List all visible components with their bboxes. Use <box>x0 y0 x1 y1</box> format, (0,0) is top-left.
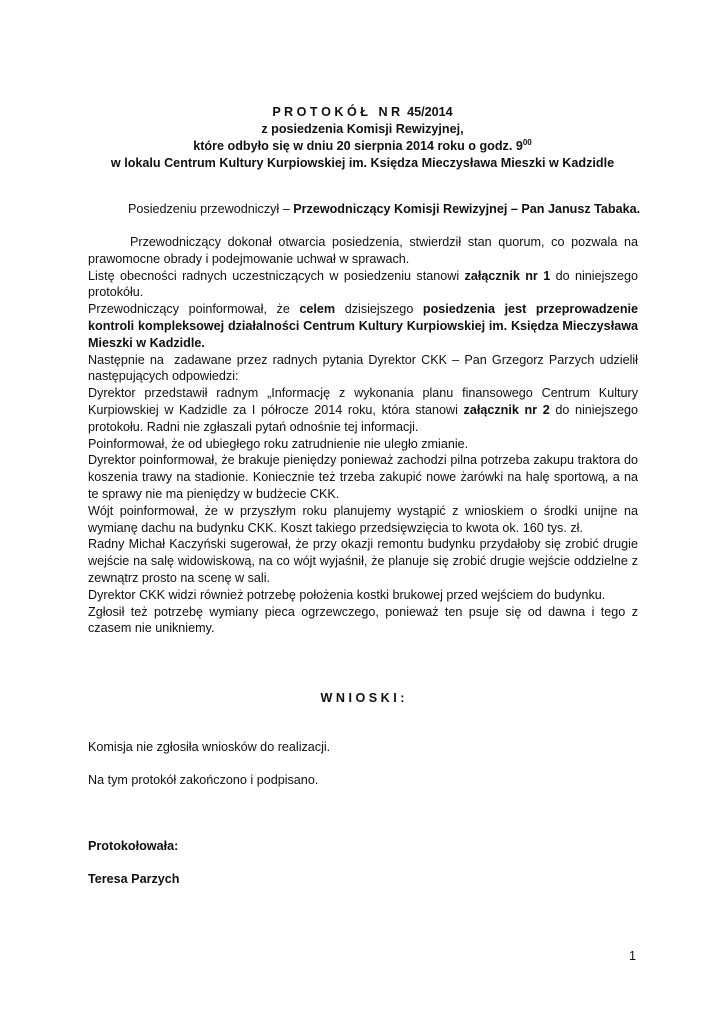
paragraph-entrance: Radny Michał Kaczyński sugerował, że przy okazji remontu budynku przydałoby się zrobić drugie wejście na salę widowiskową, na co wójt wyjaśnił, że planuje się zrobić drugie wejście oddzielne z zewnątrz prosto na scenę w sali. <box>88 537 642 585</box>
paragraph-questions: Następnie na zadawane przez radnych pytania Dyrektor CKK – Pan Grzegorz Parzych udzielił następujących odpowiedzi: <box>88 352 642 384</box>
paragraph-funding: Dyrektor poinformował, że brakuje pieniędzy ponieważ zachodzi pilna potrzeba zakupu traktora do koszenia trawy na stadionie. Koniecznie też trzeba zakupić nowe żarówki na halę sportową, a na te sprawy nie ma pieniędzy w budżecie CKK. <box>88 453 642 501</box>
document-header <box>60 104 665 172</box>
protocol-body <box>88 234 642 637</box>
chairman-name: Przewodniczący Komisji Rewizyjnej – Pan Janusz Tabaka. <box>293 202 641 216</box>
time-superscript: 00 <box>522 137 532 147</box>
header-line-location: w lokalu Centrum Kultury Kurpiowskiej im. Księdza Mieczysława Mieszki w Kadzidle <box>110 156 615 170</box>
recorder-label: Protokołowała: <box>88 839 179 853</box>
paragraph-financial-info: Dyrektor przedstawił radnym „Informację z wykonania planu finansowego Centrum Kultury Kurpiowskiej w Kadzidle za I półrocze 2014 roku, która stanowi załącznik nr 2 do niniejszego protokołu. Radni nie zgłaszali pytań odnośnie tej informacji. <box>88 386 642 434</box>
protocol-title: P R O T O K Ó Ł N R 45/2014 <box>272 105 453 119</box>
paragraph-opening: Przewodniczący dokonał otwarcia posiedzenia, stwierdził stan quorum, co pozwala na prawomocne obrady i podejmowanie uchwał w sprawach. <box>88 235 642 266</box>
paragraph-employment: Poinformował, że od ubiegłego roku zatrudnienie nie uległo zmianie. <box>88 436 469 451</box>
header-line-committee: z posiedzenia Komisji Rewizyjnej, <box>261 122 464 136</box>
paragraph-roof: Wójt poinformował, że w przyszłym roku planujemy wystąpić z wnioskiem o środki unijne na wymianę dachu na budynku CKK. Koszt takiego przedsięwzięcia to kwota ok. 160 tys. zł. <box>88 503 642 535</box>
header-line-date: które odbyło się w dniu 20 sierpnia 2014 roku o godz. $9^{00}$ <box>193 137 532 153</box>
paragraph-heating: Zgłosił też potrzebę wymiany pieca ogrzewczego, ponieważ ten psuje się od dawna i tego z czasem nie unikniemy. <box>88 604 642 636</box>
page-number: 1 <box>629 949 637 963</box>
recorder-name: Teresa Parzych <box>88 872 180 886</box>
closing-text: Na tym protokół zakończono i podpisano. <box>88 773 319 787</box>
chairman-line: Posiedzeniu przewodniczył – Przewodniczący Komisji Rewizyjnej – Pan Janusz Tabaka. <box>128 202 641 216</box>
conclusions-text: Komisja nie zgłosiła wniosków do realizacji. <box>88 740 331 754</box>
conclusions-heading: W N I O S K I : <box>320 691 405 705</box>
paragraph-attendance: Listę obecności radnych uczestniczących w posiedzeniu stanowi załącznik nr 1 do niniejszego protokółu. <box>88 268 642 300</box>
paragraph-purpose: Przewodniczący poinformował, że celem dzisiejszego posiedzenia jest przeprowadzenie kontroli kompleksowej działalności Centrum Kultury Kurpiowskiej im. Księdza Mieczysława Mieszki w Kadzidle. <box>88 302 639 350</box>
paragraph-paving: Dyrektor CKK widzi również potrzebę położenia kostki brukowej przed wejściem do budynku. <box>88 587 606 602</box>
